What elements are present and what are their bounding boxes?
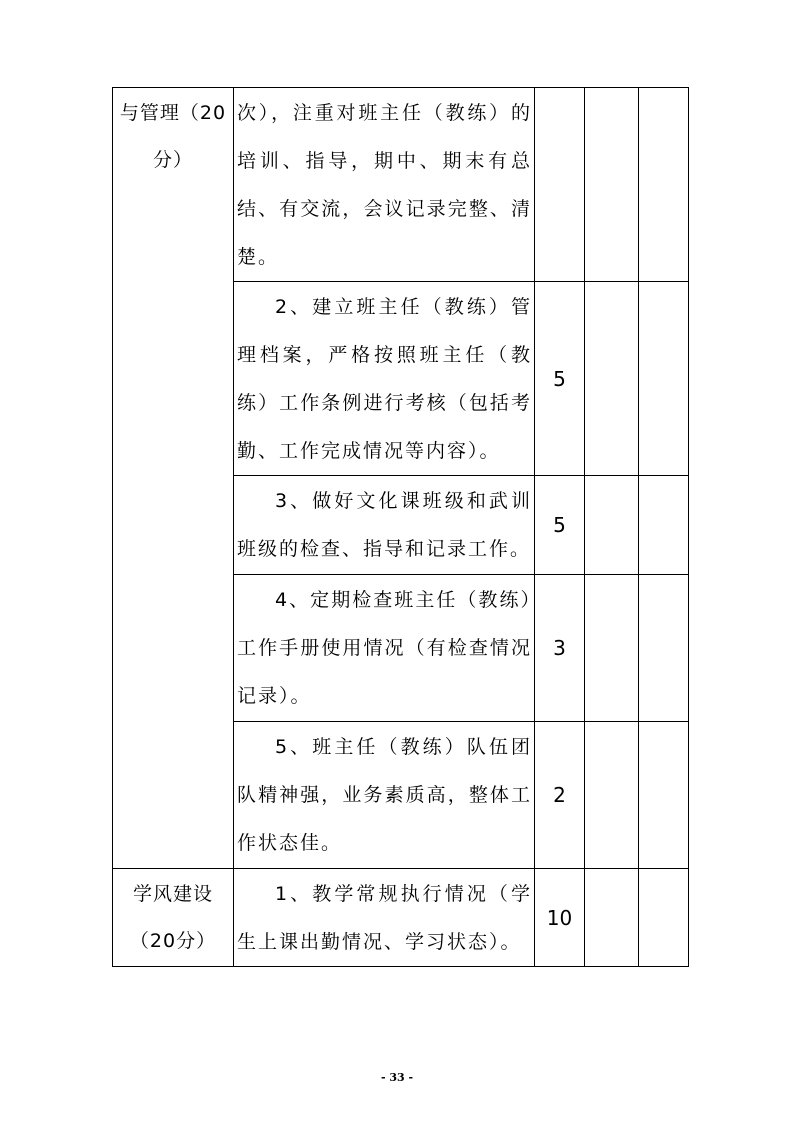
page-number: - 33 - bbox=[380, 1071, 414, 1084]
blank-cell bbox=[585, 88, 639, 282]
description-cell bbox=[234, 476, 535, 575]
score-cell: 2 bbox=[535, 722, 585, 869]
description-cell bbox=[234, 575, 535, 722]
category-text: 学风建设（20分） bbox=[129, 883, 217, 952]
score-cell: 5 bbox=[535, 476, 585, 575]
blank-cell bbox=[639, 282, 689, 476]
blank-cell bbox=[585, 282, 639, 476]
blank-cell bbox=[585, 575, 639, 722]
category-cell bbox=[113, 88, 234, 869]
score-cell: 10 bbox=[535, 869, 585, 967]
table-row bbox=[113, 869, 689, 967]
description-body: 3、做好文化课班级和武训班级的检查、指导和记录工作。 bbox=[237, 490, 532, 560]
blank-cell bbox=[639, 722, 689, 869]
score-cell: 3 bbox=[535, 575, 585, 722]
description-text: 次），注重对班主任（教练）的培训、指导，期中、期末有总结、有交流，会议记录完整、清楚。 bbox=[237, 102, 532, 268]
description-text bbox=[234, 575, 534, 720]
description-body: 2、建立班主任（教练）管理档案，严格按照班主任（教练）工作条例进行考核（包括考勤、工作完成情况等内容）。 bbox=[237, 296, 532, 462]
description-cell bbox=[234, 722, 535, 869]
blank-cell bbox=[585, 476, 639, 575]
description-text bbox=[234, 476, 534, 573]
table-row bbox=[113, 88, 689, 282]
description-text bbox=[234, 282, 534, 475]
description-body: 4、定期检查班主任（教练）工作手册使用情况（有检查情况记录）。 bbox=[237, 589, 532, 707]
description-text bbox=[234, 869, 534, 966]
description-cell bbox=[234, 869, 535, 967]
blank-cell bbox=[585, 869, 639, 967]
description-cell bbox=[234, 88, 535, 282]
score-cell bbox=[535, 88, 585, 282]
category-text: 与管理（20分） bbox=[119, 102, 227, 171]
description-body: 5、班主任（教练）队伍团队精神强，业务素质高，整体工作状态佳。 bbox=[237, 736, 532, 854]
description-body: 1、教学常规执行情况（学生上课出勤情况、学习状态）。 bbox=[237, 883, 532, 953]
description-cell bbox=[234, 282, 535, 476]
blank-cell bbox=[585, 722, 639, 869]
blank-cell bbox=[639, 869, 689, 967]
score-cell: 5 bbox=[535, 282, 585, 476]
blank-cell bbox=[639, 88, 689, 282]
blank-cell bbox=[639, 575, 689, 722]
category-cell bbox=[113, 869, 234, 967]
blank-cell bbox=[639, 476, 689, 575]
evaluation-table bbox=[112, 87, 689, 967]
description-text bbox=[234, 722, 534, 867]
